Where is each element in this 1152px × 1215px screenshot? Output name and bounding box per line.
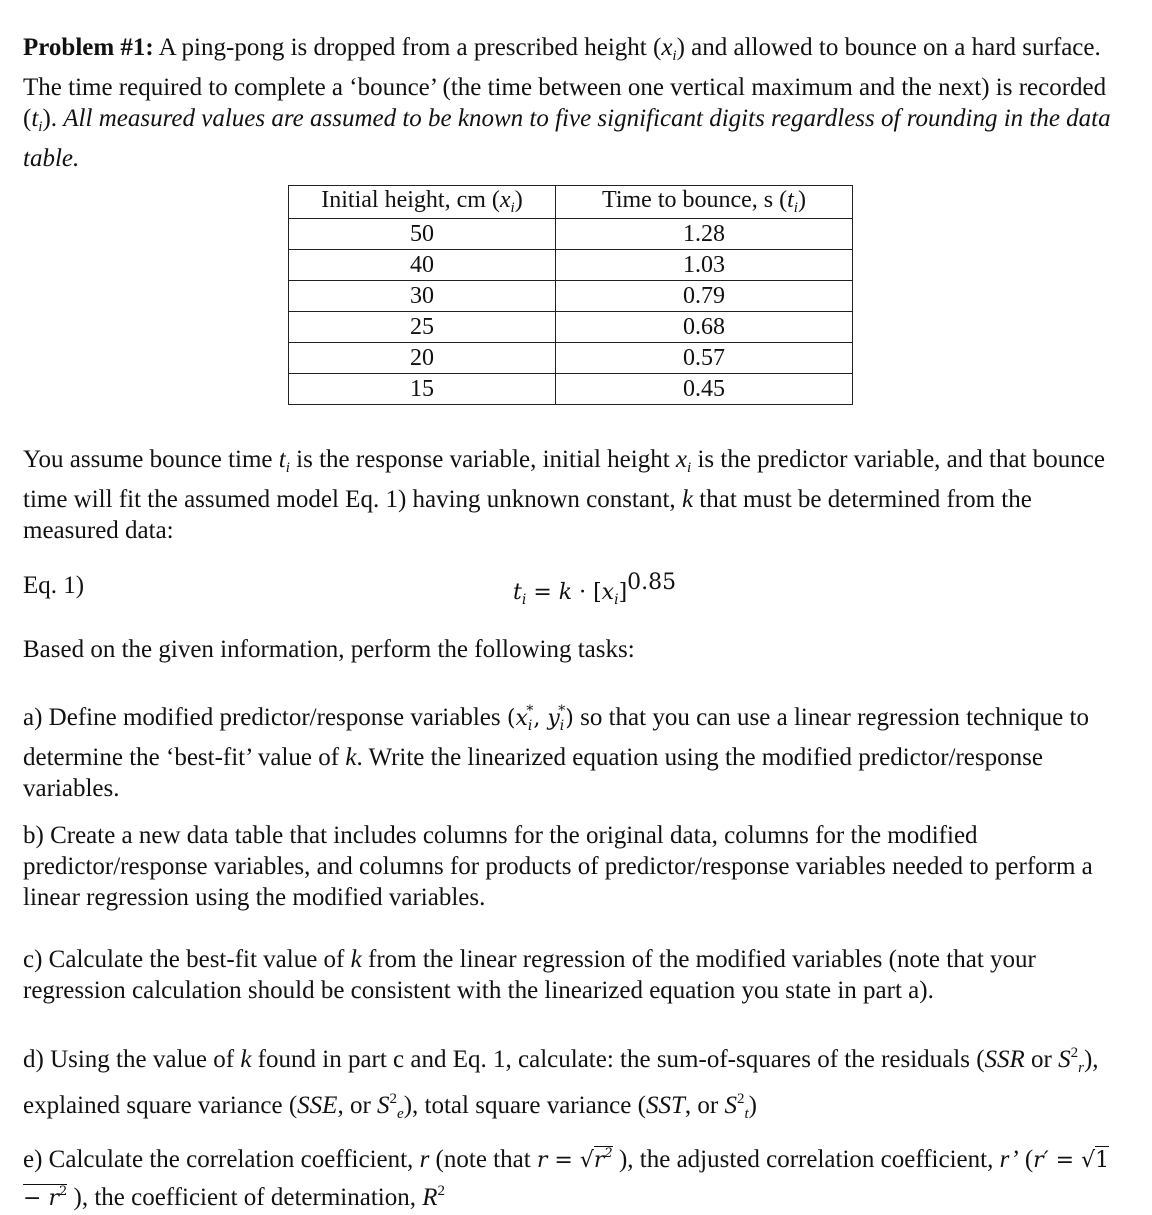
table-row: 20 0.57 xyxy=(289,343,853,374)
equation-label: Eq. 1) xyxy=(23,572,85,599)
problem-heading: Problem #1: xyxy=(23,34,154,61)
table-row: 40 1.03 xyxy=(289,250,853,281)
table-row: 50 1.28 xyxy=(289,219,853,250)
task-d: d) Using the value of k found in part c and Eq. 1, calculate: the sum-of-squares of the residuals (SSR or $S^2_r$), explained square variance (SSE, or $S^2_e$), total square variance (SST, or $S^2_t$) xyxy=(23,1045,1099,1122)
task-b: b) Create a new data table that includes columns for the original data, columns for the modified predictor/response variables, and columns for products of predictor/response variables needed to perform a linear regression using the modified variables. xyxy=(23,822,1093,911)
task-a: a) Define modified predictor/response variables ($x_i^*$, $y_i^*$) so that you can use a linear regression technique to determine the ‘best-fit’ value of k. Write the linearized equation using the modified predictor/response variables. xyxy=(23,703,1089,802)
model-assumption-paragraph: You assume bounce time $t_i$ is the response variable, initial height $x_i$ is the predictor variable, and that bounce time will fit the assumed model Eq. 1) having unknown constant, k that must be determined from the measured data: xyxy=(23,446,1105,544)
task-e: e) Calculate the correlation coefficient, r (note that $r = √r^2$ ), the adjusted correlation coefficient, r’ ($r' = √1 - r^2$ ), the coefficient of determination, $R^2$ xyxy=(23,1146,1110,1211)
significant-digits-note: All measured values are assumed to be known to five significant digits regardless of rounding in the data table. xyxy=(23,105,1111,172)
header-time-to-bounce: Time to bounce, s $(t_i)$ xyxy=(556,186,853,219)
table-row: 15 0.45 xyxy=(289,374,853,405)
task-c: c) Calculate the best-fit value of k from the linear regression of the modified variables (note that your regression calculation should be consistent with the linearized equation you state in part a). xyxy=(23,946,1036,1004)
header-initial-height: Initial height, cm $(x_i)$ xyxy=(289,186,556,219)
table-row: 30 0.79 xyxy=(289,281,853,312)
table-header-row xyxy=(289,186,853,219)
tasks-intro: Based on the given information, perform the following tasks: xyxy=(23,636,635,663)
problem-intro: Problem #1: A ping-pong is dropped from a prescribed height $(x_i)$ and allowed to bounce on a hard surface. The time required to complete a ‘bounce’ (the time between one vertical maximum and the next) is recorded $(t_i)$. All measured values are assumed to be known to five significant digits regardless of rounding in the data table. xyxy=(23,34,1111,172)
data-table xyxy=(288,185,853,405)
equation-1: $t_i = k \cdot [x_i]0.85$ xyxy=(513,570,677,608)
table-row: 25 0.68 xyxy=(289,312,853,343)
